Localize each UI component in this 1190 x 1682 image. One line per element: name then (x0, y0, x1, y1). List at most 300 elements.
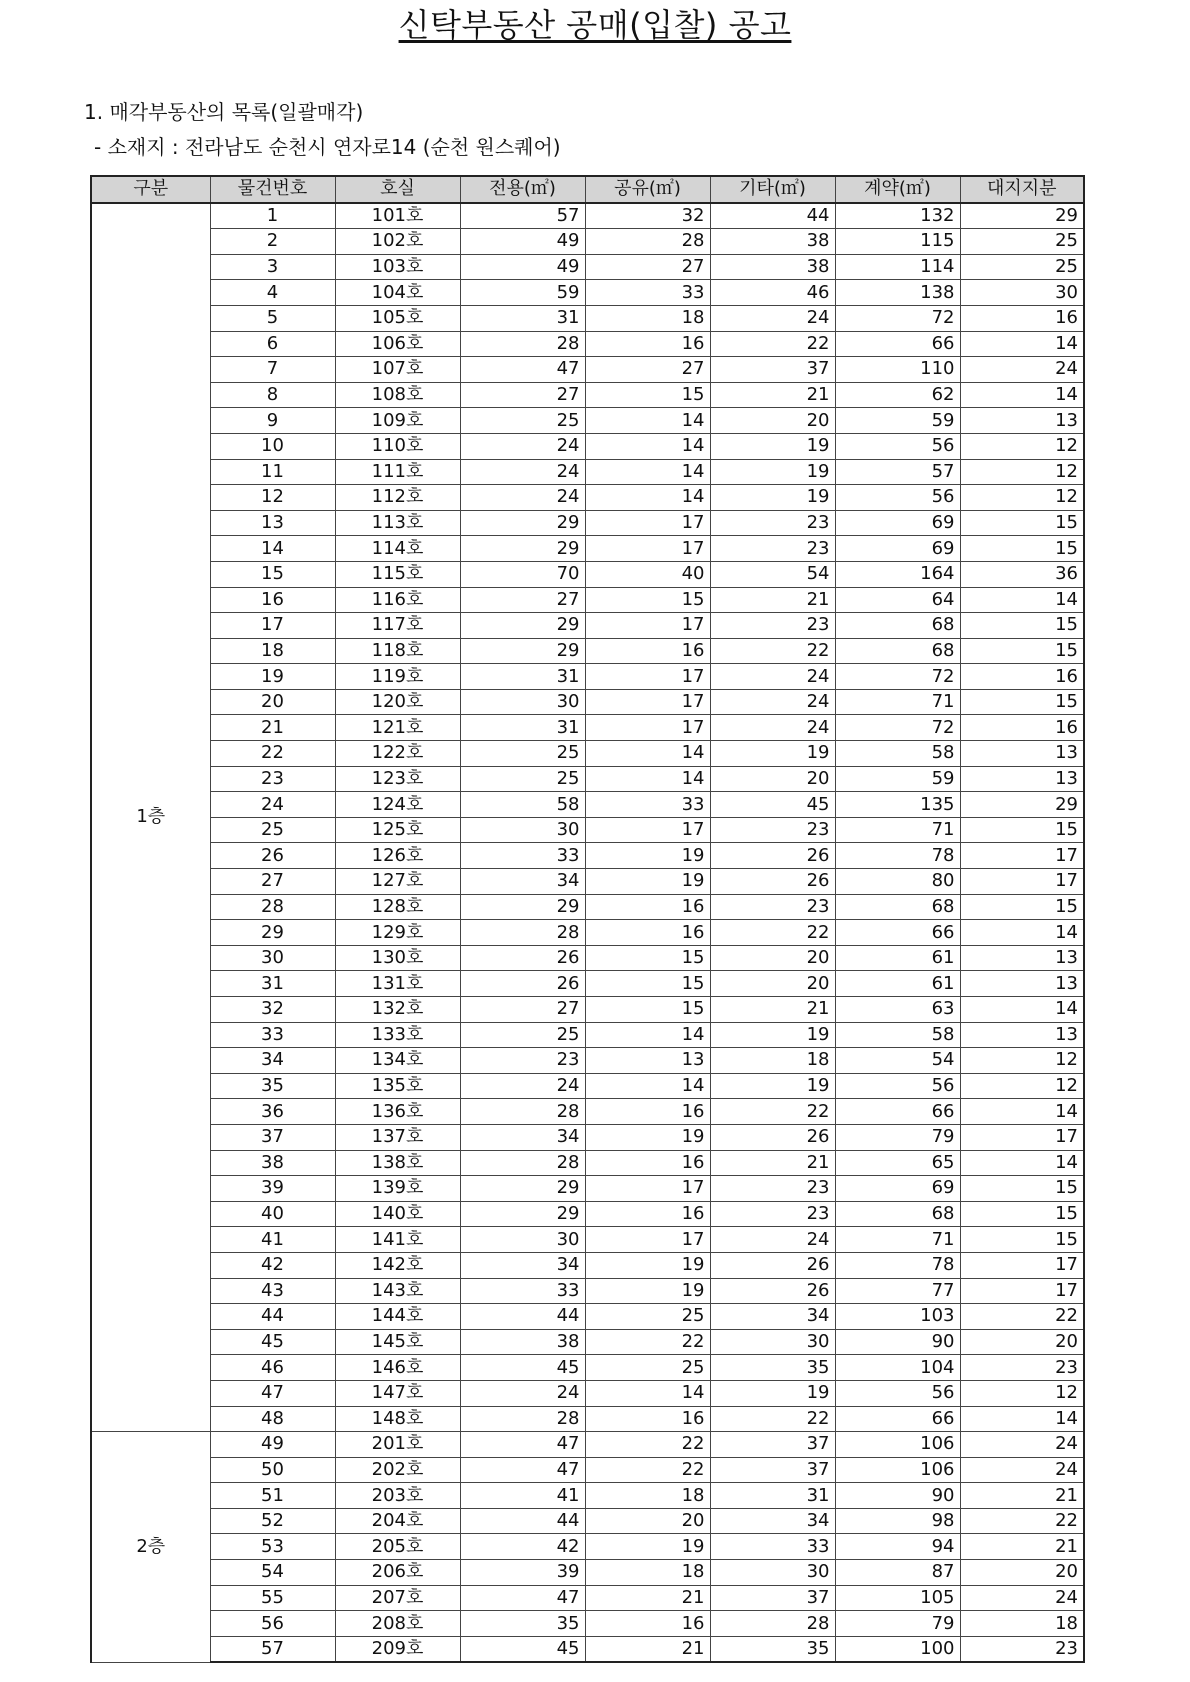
other-area-cell: 28 (710, 1611, 835, 1637)
other-area-cell: 19 (710, 485, 835, 511)
shared-area-cell: 14 (585, 1022, 710, 1048)
land-share-cell: 17 (960, 1252, 1084, 1278)
shared-area-cell: 16 (585, 920, 710, 946)
other-area-cell: 19 (710, 741, 835, 767)
other-area-cell: 44 (710, 203, 835, 229)
exclusive-area-cell: 28 (460, 920, 585, 946)
unit-cell: 109호 (335, 408, 460, 434)
table-row (91, 1585, 1084, 1611)
contract-area-cell: 100 (835, 1636, 960, 1662)
other-area-cell: 23 (710, 1176, 835, 1202)
table-row (91, 510, 1084, 536)
exclusive-area-cell: 30 (460, 1227, 585, 1253)
land-share-cell: 14 (960, 1150, 1084, 1176)
shared-area-cell: 15 (585, 971, 710, 997)
table-row (91, 817, 1084, 843)
unit-cell: 144호 (335, 1304, 460, 1330)
table-row (91, 894, 1084, 920)
contract-area-cell: 65 (835, 1150, 960, 1176)
unit-cell: 128호 (335, 894, 460, 920)
table-row (91, 1124, 1084, 1150)
table-row (91, 382, 1084, 408)
exclusive-area-cell: 30 (460, 689, 585, 715)
land-share-cell: 15 (960, 638, 1084, 664)
land-share-cell: 15 (960, 1227, 1084, 1253)
unit-cell: 126호 (335, 843, 460, 869)
table-row (91, 305, 1084, 331)
exclusive-area-cell: 58 (460, 792, 585, 818)
land-share-cell: 16 (960, 664, 1084, 690)
exclusive-area-cell: 47 (460, 1457, 585, 1483)
unit-cell: 130호 (335, 945, 460, 971)
land-share-cell: 13 (960, 1022, 1084, 1048)
contract-area-cell: 63 (835, 997, 960, 1023)
other-area-cell: 19 (710, 1073, 835, 1099)
exclusive-area-cell: 44 (460, 1304, 585, 1330)
exclusive-area-cell: 27 (460, 587, 585, 613)
unit-cell: 124호 (335, 792, 460, 818)
land-share-cell: 20 (960, 1329, 1084, 1355)
contract-area-cell: 103 (835, 1304, 960, 1330)
land-share-cell: 17 (960, 1124, 1084, 1150)
table-row (91, 792, 1084, 818)
table-row (91, 664, 1084, 690)
exclusive-area-cell: 33 (460, 1278, 585, 1304)
land-share-cell: 13 (960, 741, 1084, 767)
land-share-cell: 23 (960, 1636, 1084, 1662)
exclusive-area-cell: 24 (460, 459, 585, 485)
table-row (91, 485, 1084, 511)
unit-cell: 131호 (335, 971, 460, 997)
exclusive-area-cell: 29 (460, 510, 585, 536)
item-number-cell: 5 (210, 305, 335, 331)
exclusive-area-cell: 28 (460, 1099, 585, 1125)
item-number-cell: 10 (210, 433, 335, 459)
table-row (91, 638, 1084, 664)
shared-area-cell: 13 (585, 1048, 710, 1074)
unit-cell: 142호 (335, 1252, 460, 1278)
item-number-cell: 34 (210, 1048, 335, 1074)
shared-area-cell: 16 (585, 1099, 710, 1125)
shared-area-cell: 25 (585, 1355, 710, 1381)
contract-area-cell: 106 (835, 1457, 960, 1483)
land-share-cell: 16 (960, 715, 1084, 741)
unit-cell: 115호 (335, 561, 460, 587)
contract-area-cell: 69 (835, 536, 960, 562)
contract-area-cell: 98 (835, 1508, 960, 1534)
exclusive-area-cell: 31 (460, 305, 585, 331)
header-land-share: 대지지분 (960, 176, 1084, 203)
other-area-cell: 35 (710, 1636, 835, 1662)
unit-cell: 125호 (335, 817, 460, 843)
shared-area-cell: 27 (585, 254, 710, 280)
unit-cell: 127호 (335, 869, 460, 895)
contract-area-cell: 59 (835, 766, 960, 792)
exclusive-area-cell: 47 (460, 357, 585, 383)
other-area-cell: 22 (710, 1099, 835, 1125)
item-number-cell: 30 (210, 945, 335, 971)
contract-area-cell: 105 (835, 1585, 960, 1611)
land-share-cell: 15 (960, 510, 1084, 536)
exclusive-area-cell: 34 (460, 869, 585, 895)
item-number-cell: 24 (210, 792, 335, 818)
unit-cell: 148호 (335, 1406, 460, 1432)
unit-cell: 203호 (335, 1483, 460, 1509)
land-share-cell: 29 (960, 203, 1084, 229)
shared-area-cell: 14 (585, 1380, 710, 1406)
contract-area-cell: 66 (835, 920, 960, 946)
header-exclusive-area: 전용(㎡) (460, 176, 585, 203)
shared-area-cell: 19 (585, 1278, 710, 1304)
contract-area-cell: 90 (835, 1329, 960, 1355)
exclusive-area-cell: 26 (460, 971, 585, 997)
item-number-cell: 2 (210, 229, 335, 255)
exclusive-area-cell: 59 (460, 280, 585, 306)
contract-area-cell: 114 (835, 254, 960, 280)
contract-area-cell: 79 (835, 1124, 960, 1150)
contract-area-cell: 56 (835, 1073, 960, 1099)
other-area-cell: 23 (710, 817, 835, 843)
shared-area-cell: 21 (585, 1585, 710, 1611)
shared-area-cell: 14 (585, 766, 710, 792)
exclusive-area-cell: 47 (460, 1432, 585, 1458)
shared-area-cell: 14 (585, 485, 710, 511)
table-row (91, 741, 1084, 767)
table-row (91, 1278, 1084, 1304)
item-number-cell: 19 (210, 664, 335, 690)
other-area-cell: 21 (710, 997, 835, 1023)
unit-cell: 135호 (335, 1073, 460, 1099)
other-area-cell: 38 (710, 254, 835, 280)
other-area-cell: 24 (710, 715, 835, 741)
unit-cell: 120호 (335, 689, 460, 715)
table-row (91, 203, 1084, 229)
exclusive-area-cell: 29 (460, 638, 585, 664)
other-area-cell: 26 (710, 843, 835, 869)
other-area-cell: 37 (710, 357, 835, 383)
item-number-cell: 1 (210, 203, 335, 229)
shared-area-cell: 20 (585, 1508, 710, 1534)
item-number-cell: 43 (210, 1278, 335, 1304)
other-area-cell: 26 (710, 1124, 835, 1150)
exclusive-area-cell: 49 (460, 254, 585, 280)
other-area-cell: 24 (710, 1227, 835, 1253)
unit-cell: 209호 (335, 1636, 460, 1662)
contract-area-cell: 78 (835, 1252, 960, 1278)
unit-cell: 145호 (335, 1329, 460, 1355)
contract-area-cell: 68 (835, 894, 960, 920)
other-area-cell: 37 (710, 1432, 835, 1458)
item-number-cell: 4 (210, 280, 335, 306)
contract-area-cell: 138 (835, 280, 960, 306)
item-number-cell: 22 (210, 741, 335, 767)
table-row (91, 1560, 1084, 1586)
item-number-cell: 26 (210, 843, 335, 869)
table-row (91, 1073, 1084, 1099)
table-row (91, 1329, 1084, 1355)
item-number-cell: 8 (210, 382, 335, 408)
table-row (91, 869, 1084, 895)
item-number-cell: 52 (210, 1508, 335, 1534)
unit-cell: 205호 (335, 1534, 460, 1560)
land-share-cell: 14 (960, 1406, 1084, 1432)
contract-area-cell: 71 (835, 817, 960, 843)
land-share-cell: 25 (960, 229, 1084, 255)
unit-cell: 112호 (335, 485, 460, 511)
unit-cell: 105호 (335, 305, 460, 331)
contract-area-cell: 132 (835, 203, 960, 229)
shared-area-cell: 18 (585, 305, 710, 331)
contract-area-cell: 106 (835, 1432, 960, 1458)
other-area-cell: 23 (710, 613, 835, 639)
contract-area-cell: 77 (835, 1278, 960, 1304)
shared-area-cell: 19 (585, 843, 710, 869)
contract-area-cell: 56 (835, 433, 960, 459)
unit-cell: 110호 (335, 433, 460, 459)
exclusive-area-cell: 70 (460, 561, 585, 587)
exclusive-area-cell: 29 (460, 1176, 585, 1202)
exclusive-area-cell: 31 (460, 664, 585, 690)
table-row (91, 997, 1084, 1023)
shared-area-cell: 17 (585, 536, 710, 562)
header-other-area: 기타(㎡) (710, 176, 835, 203)
contract-area-cell: 135 (835, 792, 960, 818)
land-share-cell: 14 (960, 331, 1084, 357)
shared-area-cell: 25 (585, 1304, 710, 1330)
shared-area-cell: 15 (585, 997, 710, 1023)
shared-area-cell: 33 (585, 792, 710, 818)
shared-area-cell: 17 (585, 664, 710, 690)
other-area-cell: 33 (710, 1534, 835, 1560)
table-row (91, 1611, 1084, 1637)
land-share-cell: 21 (960, 1483, 1084, 1509)
land-share-cell: 17 (960, 843, 1084, 869)
shared-area-cell: 19 (585, 869, 710, 895)
contract-area-cell: 56 (835, 1380, 960, 1406)
land-share-cell: 13 (960, 971, 1084, 997)
exclusive-area-cell: 24 (460, 433, 585, 459)
item-number-cell: 41 (210, 1227, 335, 1253)
exclusive-area-cell: 25 (460, 766, 585, 792)
shared-area-cell: 19 (585, 1252, 710, 1278)
item-number-cell: 47 (210, 1380, 335, 1406)
contract-area-cell: 57 (835, 459, 960, 485)
unit-cell: 103호 (335, 254, 460, 280)
contract-area-cell: 58 (835, 1022, 960, 1048)
item-number-cell: 51 (210, 1483, 335, 1509)
floor-cell: 1층 (91, 203, 210, 1432)
header-floor: 구분 (91, 176, 210, 203)
table-row (91, 1099, 1084, 1125)
exclusive-area-cell: 24 (460, 1380, 585, 1406)
other-area-cell: 35 (710, 1355, 835, 1381)
contract-area-cell: 59 (835, 408, 960, 434)
other-area-cell: 54 (710, 561, 835, 587)
land-share-cell: 14 (960, 1099, 1084, 1125)
other-area-cell: 34 (710, 1304, 835, 1330)
exclusive-area-cell: 24 (460, 1073, 585, 1099)
other-area-cell: 23 (710, 894, 835, 920)
shared-area-cell: 22 (585, 1457, 710, 1483)
item-number-cell: 29 (210, 920, 335, 946)
table-row (91, 920, 1084, 946)
land-share-cell: 17 (960, 1278, 1084, 1304)
property-list-table (90, 175, 1085, 1663)
shared-area-cell: 17 (585, 613, 710, 639)
unit-cell: 146호 (335, 1355, 460, 1381)
table-row (91, 229, 1084, 255)
unit-cell: 201호 (335, 1432, 460, 1458)
unit-cell: 104호 (335, 280, 460, 306)
unit-cell: 136호 (335, 1099, 460, 1125)
contract-area-cell: 164 (835, 561, 960, 587)
shared-area-cell: 17 (585, 817, 710, 843)
other-area-cell: 21 (710, 382, 835, 408)
other-area-cell: 23 (710, 536, 835, 562)
other-area-cell: 22 (710, 1406, 835, 1432)
table-row (91, 1048, 1084, 1074)
shared-area-cell: 19 (585, 1124, 710, 1150)
land-share-cell: 20 (960, 1560, 1084, 1586)
shared-area-cell: 40 (585, 561, 710, 587)
land-share-cell: 22 (960, 1508, 1084, 1534)
table-row (91, 843, 1084, 869)
item-number-cell: 20 (210, 689, 335, 715)
land-share-cell: 13 (960, 766, 1084, 792)
item-number-cell: 16 (210, 587, 335, 613)
exclusive-area-cell: 45 (460, 1355, 585, 1381)
unit-cell: 143호 (335, 1278, 460, 1304)
unit-cell: 133호 (335, 1022, 460, 1048)
unit-cell: 102호 (335, 229, 460, 255)
shared-area-cell: 16 (585, 638, 710, 664)
other-area-cell: 22 (710, 638, 835, 664)
exclusive-area-cell: 27 (460, 382, 585, 408)
unit-cell: 141호 (335, 1227, 460, 1253)
other-area-cell: 30 (710, 1329, 835, 1355)
other-area-cell: 19 (710, 1022, 835, 1048)
unit-cell: 208호 (335, 1611, 460, 1637)
other-area-cell: 26 (710, 869, 835, 895)
contract-area-cell: 68 (835, 613, 960, 639)
unit-cell: 118호 (335, 638, 460, 664)
unit-cell: 107호 (335, 357, 460, 383)
table-row (91, 689, 1084, 715)
land-share-cell: 15 (960, 613, 1084, 639)
table-row (91, 945, 1084, 971)
unit-cell: 123호 (335, 766, 460, 792)
item-number-cell: 32 (210, 997, 335, 1023)
land-share-cell: 15 (960, 817, 1084, 843)
shared-area-cell: 16 (585, 1406, 710, 1432)
shared-area-cell: 17 (585, 1176, 710, 1202)
item-number-cell: 42 (210, 1252, 335, 1278)
item-number-cell: 11 (210, 459, 335, 485)
shared-area-cell: 15 (585, 587, 710, 613)
contract-area-cell: 72 (835, 664, 960, 690)
land-share-cell: 24 (960, 1585, 1084, 1611)
table-row (91, 1483, 1084, 1509)
table-row (91, 613, 1084, 639)
shared-area-cell: 27 (585, 357, 710, 383)
item-number-cell: 37 (210, 1124, 335, 1150)
unit-cell: 202호 (335, 1457, 460, 1483)
location-line: - 소재지 : 전라남도 순천시 연자로14 (순천 원스퀘어) (94, 135, 561, 159)
unit-cell: 207호 (335, 1585, 460, 1611)
shared-area-cell: 15 (585, 945, 710, 971)
shared-area-cell: 18 (585, 1483, 710, 1509)
section-heading: 1. 매각부동산의 목록(일괄매각) (84, 100, 364, 124)
item-number-cell: 31 (210, 971, 335, 997)
other-area-cell: 30 (710, 1560, 835, 1586)
unit-cell: 122호 (335, 741, 460, 767)
table-row (91, 536, 1084, 562)
item-number-cell: 35 (210, 1073, 335, 1099)
table-row (91, 433, 1084, 459)
table-row (91, 766, 1084, 792)
other-area-cell: 45 (710, 792, 835, 818)
land-share-cell: 12 (960, 485, 1084, 511)
land-share-cell: 18 (960, 1611, 1084, 1637)
contract-area-cell: 56 (835, 485, 960, 511)
contract-area-cell: 104 (835, 1355, 960, 1381)
other-area-cell: 26 (710, 1278, 835, 1304)
item-number-cell: 14 (210, 536, 335, 562)
other-area-cell: 20 (710, 945, 835, 971)
exclusive-area-cell: 35 (460, 1611, 585, 1637)
item-number-cell: 17 (210, 613, 335, 639)
contract-area-cell: 58 (835, 741, 960, 767)
contract-area-cell: 69 (835, 510, 960, 536)
exclusive-area-cell: 45 (460, 1636, 585, 1662)
item-number-cell: 15 (210, 561, 335, 587)
shared-area-cell: 14 (585, 433, 710, 459)
land-share-cell: 14 (960, 587, 1084, 613)
page-title: 신탁부동산 공매(입찰) 공고 (398, 6, 792, 44)
exclusive-area-cell: 38 (460, 1329, 585, 1355)
table-row (91, 1176, 1084, 1202)
item-number-cell: 9 (210, 408, 335, 434)
land-share-cell: 36 (960, 561, 1084, 587)
exclusive-area-cell: 29 (460, 1201, 585, 1227)
item-number-cell: 12 (210, 485, 335, 511)
unit-cell: 140호 (335, 1201, 460, 1227)
land-share-cell: 25 (960, 254, 1084, 280)
shared-area-cell: 17 (585, 689, 710, 715)
other-area-cell: 26 (710, 1252, 835, 1278)
exclusive-area-cell: 26 (460, 945, 585, 971)
land-share-cell: 24 (960, 357, 1084, 383)
contract-area-cell: 90 (835, 1483, 960, 1509)
unit-cell: 147호 (335, 1380, 460, 1406)
land-share-cell: 12 (960, 1048, 1084, 1074)
unit-cell: 138호 (335, 1150, 460, 1176)
unit-cell: 132호 (335, 997, 460, 1023)
item-number-cell: 33 (210, 1022, 335, 1048)
shared-area-cell: 16 (585, 331, 710, 357)
table-row (91, 1636, 1084, 1662)
table-row (91, 1432, 1084, 1458)
item-number-cell: 39 (210, 1176, 335, 1202)
other-area-cell: 37 (710, 1457, 835, 1483)
land-share-cell: 22 (960, 1304, 1084, 1330)
contract-area-cell: 68 (835, 638, 960, 664)
item-number-cell: 13 (210, 510, 335, 536)
other-area-cell: 23 (710, 1201, 835, 1227)
shared-area-cell: 22 (585, 1329, 710, 1355)
table-row (91, 1508, 1084, 1534)
exclusive-area-cell: 27 (460, 997, 585, 1023)
